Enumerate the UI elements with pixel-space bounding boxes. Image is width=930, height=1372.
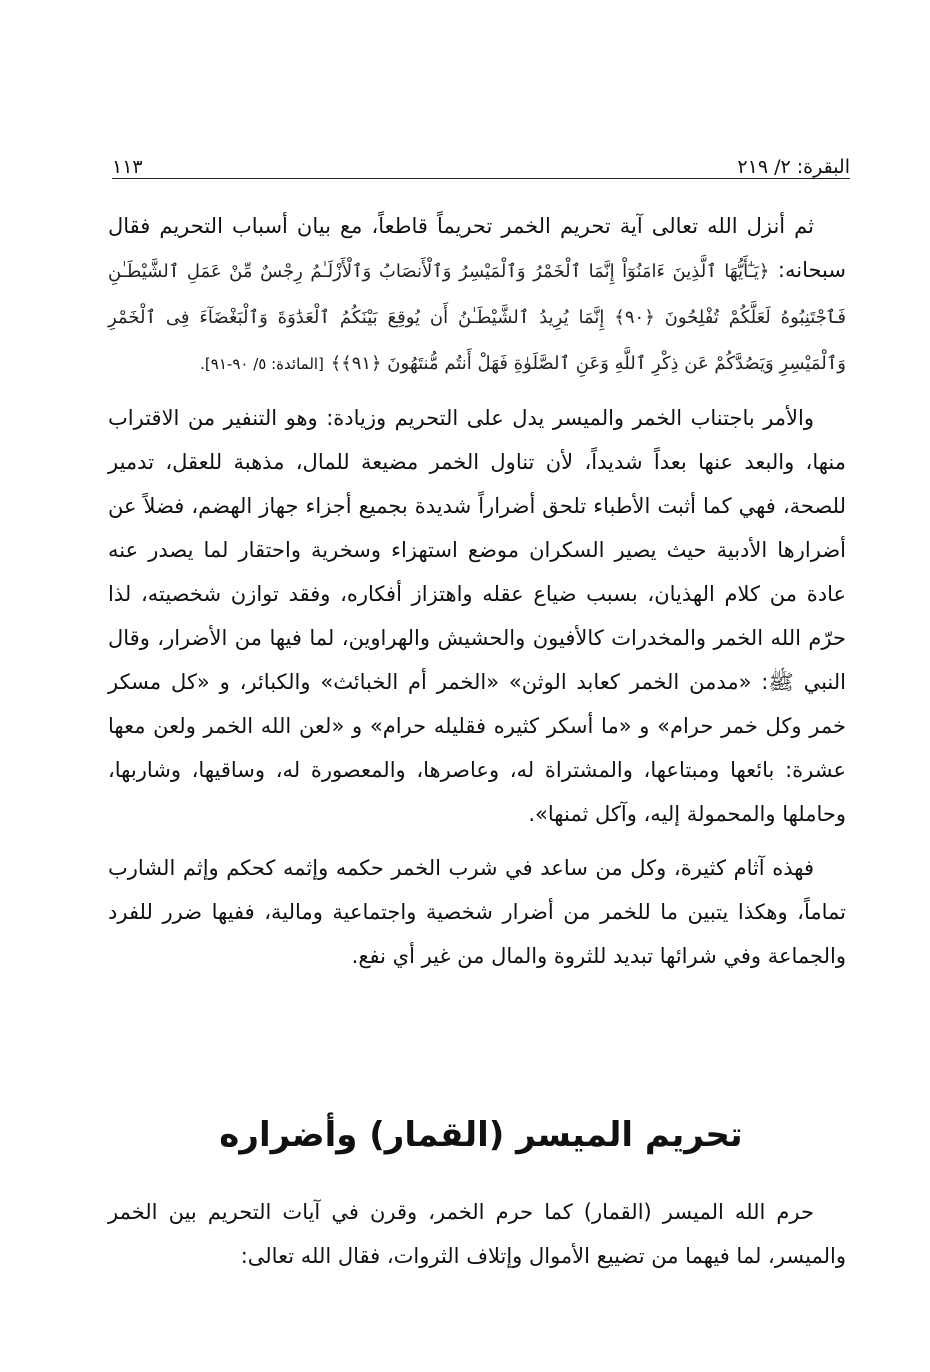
paragraph-conclusion: فهذه آثام كثيرة، وكل من ساعد في شرب الخمر حكمه وإثمه كحكم وإثم الشارب تماماً، وهكذا يتبين ما للخمر من أضرار شخصية واجتماعية ومالية، ففيها ضرر للفرد والجماعة وفي شرائها تبديد للثروة والمال من غير أي نفع.: [108, 856, 846, 968]
verse-reference: [المائدة: ٥/ ٩٠-٩١].: [200, 355, 324, 373]
quran-verse: ﴿يَـٰٓأَيُّهَا ٱلَّذِينَ ءَامَنُوٓاْ إِنَّمَا ٱلْخَمْرُ وَٱلْمَيْسِرُ وَٱلْأَنصَابُ وَٱلْأَزْلَـٰمُ رِجْسٌ مِّنْ عَمَلِ ٱلشَّيْطَـٰنِ فَٱجْتَنِبُوهُ لَعَلَّكُمْ تُفْلِحُونَ ﴿٩٠﴾ إِنَّمَا يُرِيدُ ٱلشَّيْطَـٰنُ أَن يُوقِعَ بَيْنَكُمُ ٱلْعَدَٰوَةَ وَٱلْبَغْضَآءَ فِى ٱلْخَمْرِ وَٱلْمَيْسِرِ وَيَصُدَّكُمْ عَن ذِكْرِ ٱللَّهِ وَعَنِ ٱلصَّلَوٰةِ فَهَلْ أَنتُم مُّنتَهُونَ ﴿٩١﴾﴾: [108, 261, 846, 374]
section-heading: تحريم الميسر (القمار) وأضراره: [219, 1115, 743, 1155]
page-number: ١١٣: [112, 156, 143, 178]
surah-reference: البقرة: ٢/ ٢١٩: [737, 156, 850, 178]
section-text: [108, 1190, 846, 1278]
paragraph-intro: [108, 204, 846, 386]
section-paragraph: حرم الله الميسر (القمار) كما حرم الخمر، وقرن في آيات التحريم بين الخمر والميسر، لما فيهما من تضييع الأموال وإتلاف الثروات، فقال الله تعالى:: [108, 1200, 846, 1268]
intro-text: ثم أنزل الله تعالى آية تحريم الخمر تحريماً قاطعاً، مع بيان أسباب التحريم فقال سبحانه:: [108, 214, 846, 282]
main-text: [108, 204, 846, 978]
paragraph-harms: والأمر باجتناب الخمر والميسر يدل على التحريم وزيادة: وهو التنفير من الاقتراب منها، والبعد عنها بعداً شديداً، لأن تناول الخمر مضيعة للمال، مذهبة للعقل، تدمير للصحة، فهي كما أثبت الأطباء تلحق أضراراً شديدة بجميع أجزاء جهاز الهضم، فضلاً عن أضرارها الأدبية حيث يصير السكران موضع استهزاء وسخرية واحتقار لما يصدر عنه عادة من كلام الهذيان، بسبب ضياع عقله واهتزاز أفكاره، وفقد توازن شخصيته، لذا حرّم الله الخمر والمخدرات كالأفيون والحشيش والهراوين، لما فيها من الأضرار، وقال النبي ﷺ: «مدمن الخمر كعابد الوثن» «الخمر أم الخبائث» والكبائر، و «كل مسكر خمر وكل خمر حرام» و «ما أسكر كثيره فقليله حرام» و «لعن الله الخمر ولعن معها عشرة: بائعها ومبتاعها، والمشتراة له، وعاصرها، والمعصورة له، وساقيها، وشاربها، وحاملها والمحمولة إليه، وآكل ثمنها».: [108, 406, 846, 826]
page-header: [112, 138, 850, 178]
header-divider: [112, 178, 850, 179]
